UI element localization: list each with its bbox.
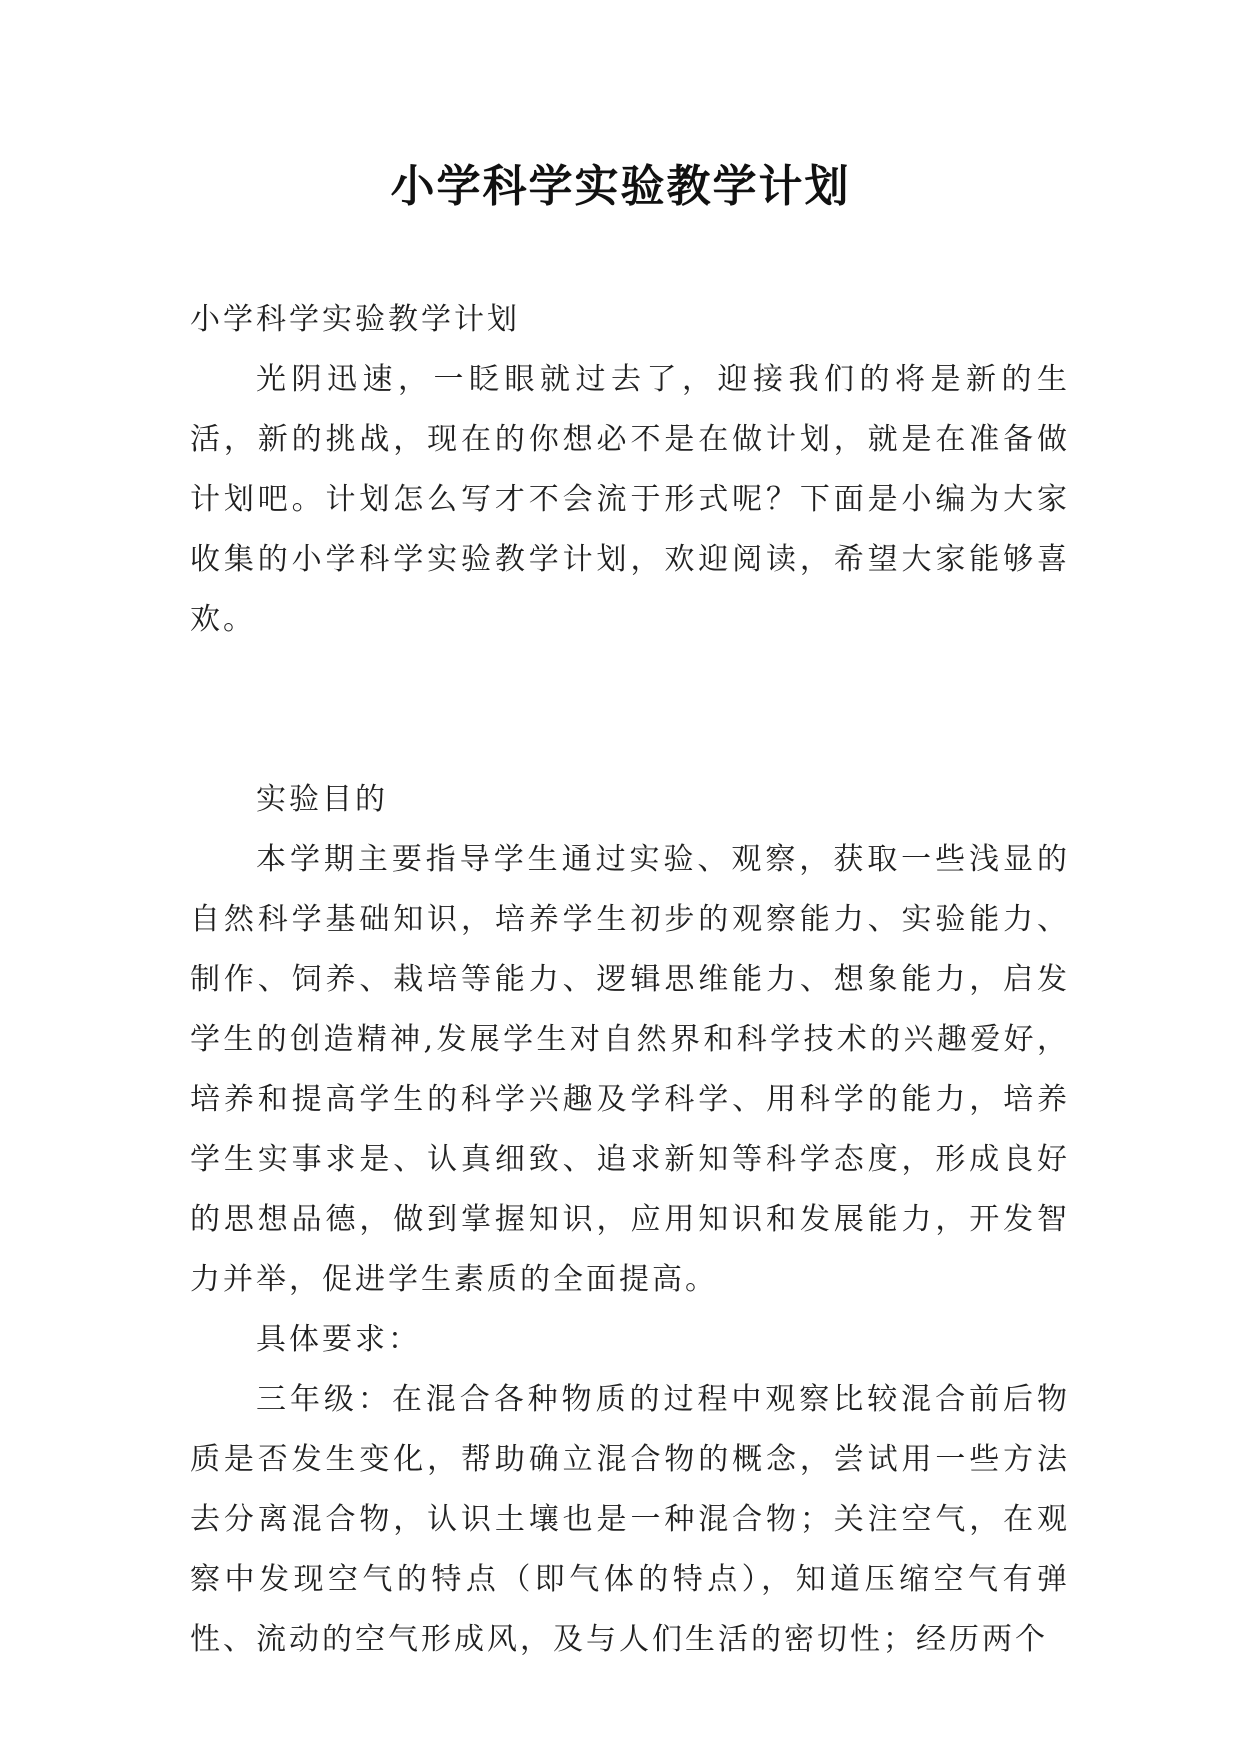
grade3-paragraph: 三年级：在混合各种物质的过程中观察比较混合前后物质是否发生变化，帮助确立混合物的概念，尝试用一些方法去分离混合物，认识土壤也是一种混合物；关注空气，在观察中发现空气的特点（即气体的特点），知道压缩空气有弹性、流动的空气形成风，及与人们生活的密切性；经历两个 <box>190 1382 1070 1657</box>
document-title: 小学科学实验教学计划 <box>390 161 851 212</box>
section-heading-requirements: 具体要求： <box>256 1322 421 1357</box>
goal-paragraph: 本学期主要指导学生通过实验、观察，获取一些浅显的自然科学基础知识，培养学生初步的观察能力、实验能力、制作、饲养、栽培等能力、逻辑思维能力、想象能力，启发学生的创造精神,发展学生对自然界和科学技术的兴趣爱好，培养和提高学生的科学兴趣及学科学、用科学的能力，培养学生实事求是、认真细致、追求新知等科学态度，形成良好的思想品德，做到掌握知识，应用知识和发展能力，开发智力并举，促进学生素质的全面提高。 <box>190 842 1070 1297</box>
document-body <box>190 290 1070 1670</box>
document-subtitle: 小学科学实验教学计划 <box>190 302 520 337</box>
section-spacer <box>190 650 1070 770</box>
section-heading-goal: 实验目的 <box>256 782 388 817</box>
intro-paragraph: 光阴迅速，一眨眼就过去了，迎接我们的将是新的生活，新的挑战，现在的你想必不是在做计划，就是在准备做计划吧。计划怎么写才不会流于形式呢？下面是小编为大家收集的小学科学实验教学计划，欢迎阅读，希望大家能够喜欢。 <box>190 362 1070 637</box>
